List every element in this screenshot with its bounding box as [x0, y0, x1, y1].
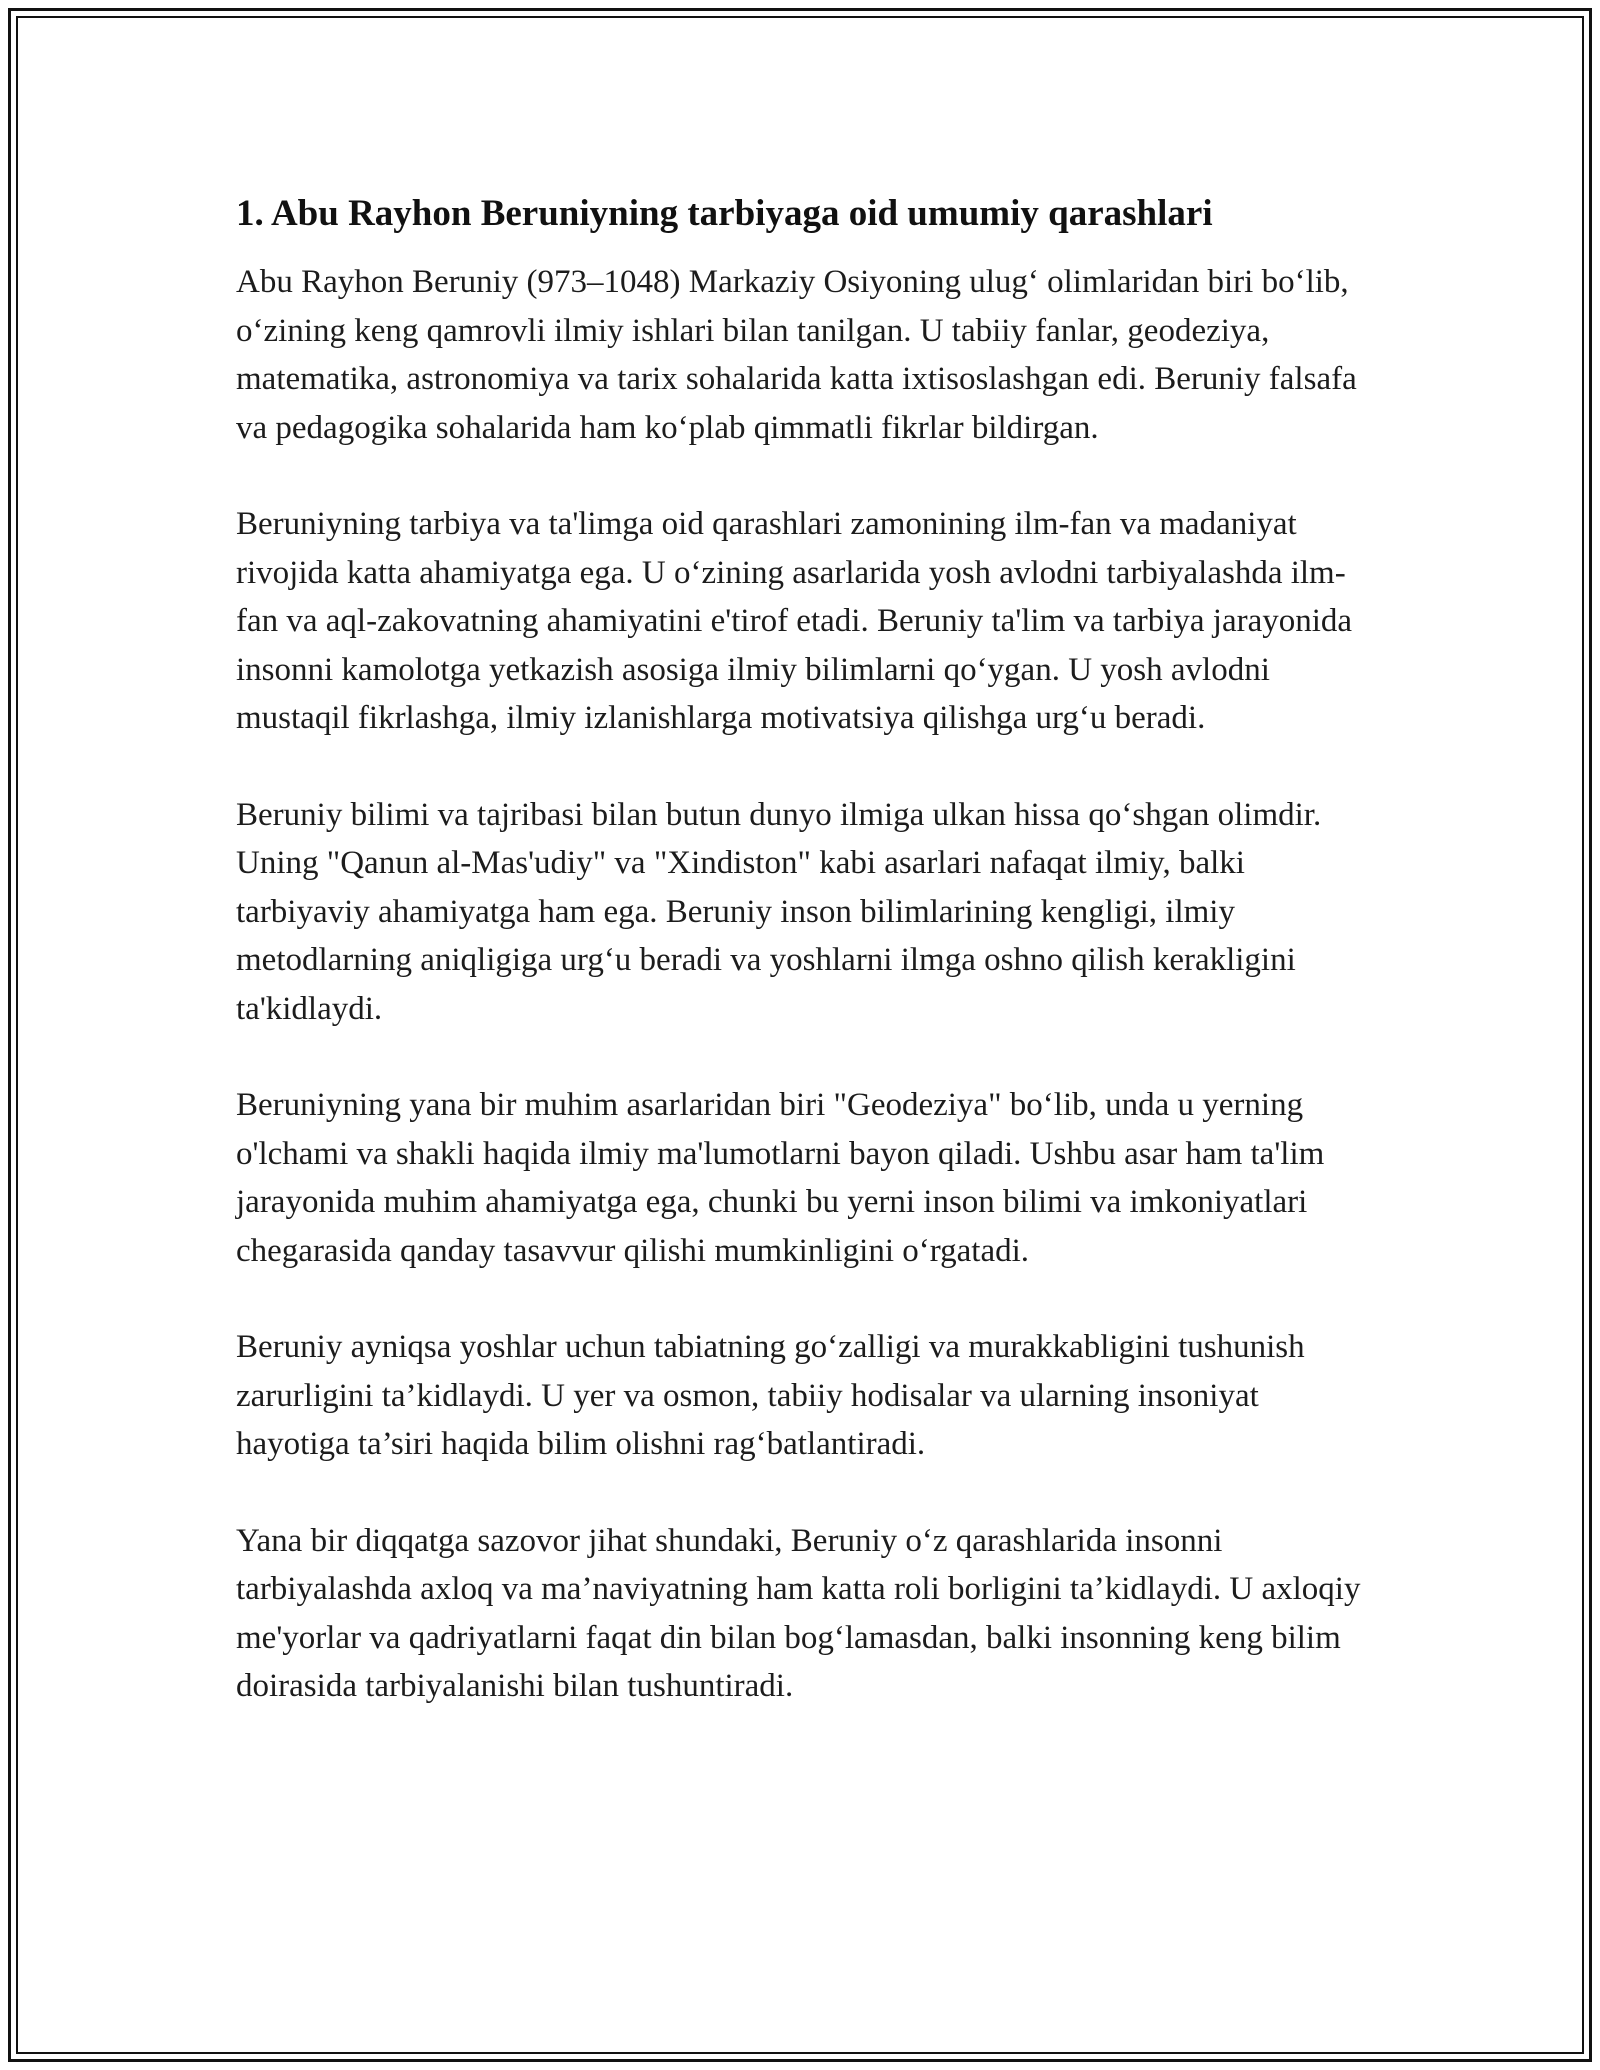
paragraph-geodesy: Beruniyning yana bir muhim asarlaridan biri "Geodeziya" bo‘lib, unda u yerning o'lchami va shakli haqida ilmiy ma'lumotlarni bayon qiladi. Ushbu asar ham ta'lim jarayonida muhim ahamiyatga ega, chunki bu yerni inson bilimi va imkoniyatlari chegarasida qanday tasavvur qilishi mumkinligini o‘rgatadi. [236, 1087, 1325, 1269]
paragraph-education-views: Beruniyning tarbiya va ta'limga oid qarashlari zamonining ilm-fan va madaniyat rivojida katta ahamiyatga ega. U o‘zining asarlarida yosh avlodni tarbiyalashda ilm-fan va aql-zakovatning ahamiyatini e'tirof etadi. Beruniy ta'lim va tarbiya jarayonida insonni kamolotga yetkazish asosiga ilmiy bilimlarni qo‘ygan. U yosh avlodni mustaqil fikrlashga, ilmiy izlanishlarga motivatsiya qilishga urg‘u beradi. [236, 506, 1353, 736]
paragraph-morality: Yana bir diqqatga sazovor jihat shundaki, Beruniy o‘z qarashlarida insonni tarbiyalashda axloq va ma’naviyatning ham katta roli borligini ta’kidlaydi. U axloqiy me'yorlar va qadriyatlarni faqat din bilan bog‘lamasdan, balki insonning keng bilim doirasida tarbiyalanishi bilan tushuntiradi. [236, 1522, 1361, 1704]
section-heading: 1. Abu Rayhon Beruniyning tarbiyaga oid umumiy qarashlari [236, 193, 1213, 234]
paragraph-nature: Beruniy ayniqsa yoshlar uchun tabiatning go‘zalligi va murakkabligini tushunish zarurligini ta’kidlaydi. U yer va osmon, tabiiy hodisalar va ularning insoniyat hayotiga ta’siri haqida bilim olishni rag‘batlantiradi. [236, 1329, 1305, 1462]
document-body [236, 188, 1376, 1759]
paragraph-works: Beruniy bilimi va tajribasi bilan butun dunyo ilmiga ulkan hissa qo‘shgan olimdir. Uning "Qanun al-Mas'udiy" va "Xindiston" kabi asarlari nafaqat ilmiy, balki tarbiyaviy ahamiyatga ham ega. Beruniy inson bilimlarining kengligi, ilmiy metodlarning aniqligiga urg‘u beradi va yoshlarni ilmga oshno qilish kerakligini ta'kidlaydi. [236, 796, 1322, 1027]
paragraph-intro: Abu Rayhon Beruniy (973–1048) Markaziy Osiyoning ulug‘ olimlaridan biri bo‘lib, o‘zining keng qamrovli ilmiy ishlari bilan tanilgan. U tabiiy fanlar, geodeziya, matematika, astronomiya va tarix sohalarida katta ixtisoslashgan edi. Beruniy falsafa va pedagogika sohalarida ham ko‘plab qimmatli fikrlar bildirgan. [236, 264, 1357, 446]
